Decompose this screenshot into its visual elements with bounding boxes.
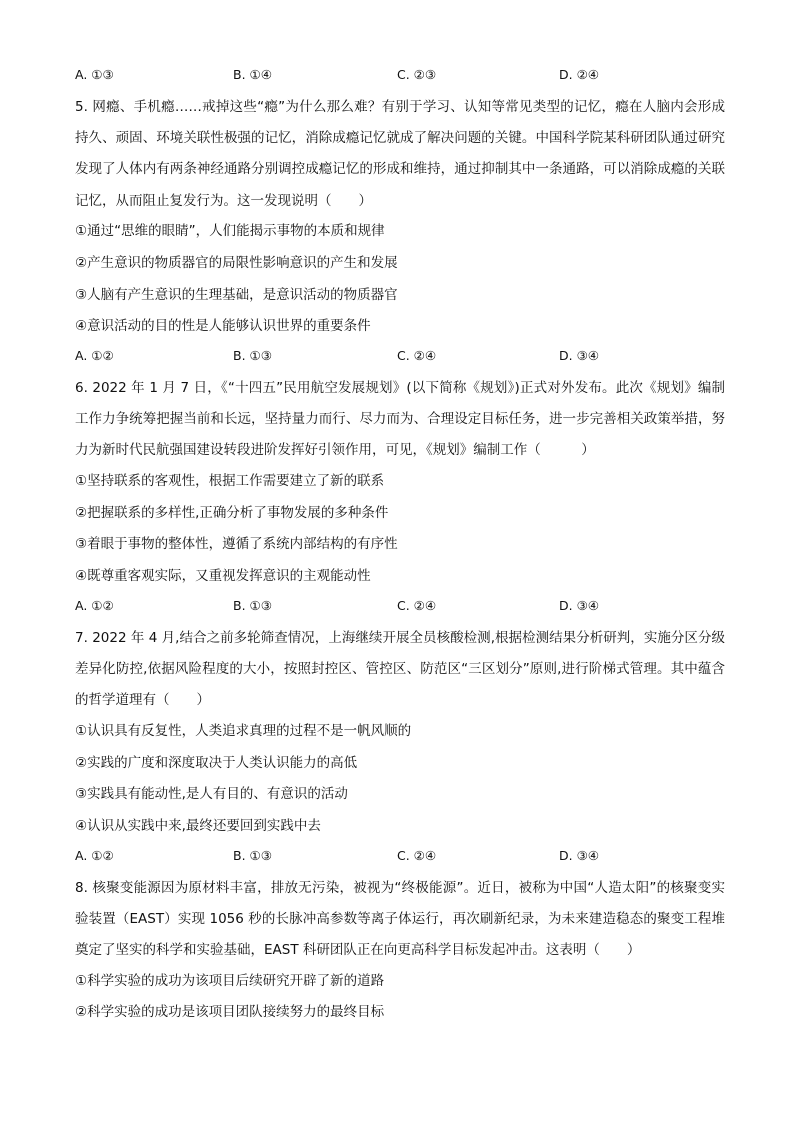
q7-option-b[interactable]: B. ①③ [233, 848, 272, 863]
q4-option-b[interactable]: B. ①④ [233, 67, 272, 82]
q8-statement-2: ②科学实验的成功是该项目团队接续努力的最终目标 [75, 1004, 385, 1020]
q7-statement-4: ④认识从实践中来,最终还要回到实践中去 [75, 818, 321, 834]
q5-statement-3: ③人脑有产生意识的生理基础，是意识活动的物质器官 [75, 287, 398, 303]
q6-statement-2: ②把握联系的多样性,正确分析了事物发展的多种条件 [75, 505, 389, 521]
q8-statement-1: ①科学实验的成功为该项目后续研究开辟了新的道路 [75, 973, 385, 989]
q5-stem: 5. 网瘾、手机瘾……戒掉这些“瘾”为什么那么难？有别于学习、认知等常见类型的记忆，瘾在人脑内会形成持久、顽固、环境关联性极强的记忆，消除成瘾记忆就成了解决问题的关键。中国科学院某科研团队通过研究发现了人体内有两条神经通路分别调控成瘾记忆的形成和维持，通过抑制其中一条通路，可以消除成瘾的关联记忆，从而阻止复发行为。这一发现说明（ ） [75, 99, 725, 209]
q6-option-b[interactable]: B. ①③ [233, 598, 272, 613]
q7-statement-1: ①认识具有反复性，人类追求真理的过程不是一帆风顺的 [75, 723, 412, 739]
q7-options [75, 845, 735, 867]
q5-options [75, 345, 735, 367]
q6-statement-3: ③着眼于事物的整体性，遵循了系统内部结构的有序性 [75, 536, 398, 552]
q6-options [75, 595, 735, 617]
q6-option-d[interactable]: D. ③④ [559, 598, 599, 613]
q5-statement-1: ①通过“思维的眼睛”，人们能揭示事物的本质和规律 [75, 223, 385, 239]
q6-statement-1: ①坚持联系的客观性，根据工作需要建立了新的联系 [75, 473, 385, 489]
q6-stem: 6. 2022 年 1 月 7 日，《“十四五”民用航空发展规划》(以下简称《规划》)正式对外发布。此次《规划》编制工作力争统筹把握当前和长远，坚持量力而行、尽力而为、合理设定目标任务，进一步完善相关政策举措，努力为新时代民航强国建设转段进阶发挥好引领作用，可见，《规划》编制工作（ ） [75, 380, 725, 459]
q8-stem: 8. 核聚变能源因为原材料丰富，排放无污染，被视为“终极能源”。近日，被称为中国“人造太阳”的核聚变实验装置（EAST）实现 1056 秒的长脉冲高参数等离子体运行，再次刷新纪录，为未来建造稳态的聚变工程堆奠定了坚实的科学和实验基础，EAST 科研团队正在向更高科学目标发起冲击。这表明（ ） [75, 880, 725, 959]
q5-statement-4: ④意识活动的目的性是人能够认识世界的重要条件 [75, 318, 371, 334]
q7-option-c[interactable]: C. ②④ [397, 848, 437, 863]
q7-option-a[interactable]: A. ①② [75, 848, 114, 863]
q6-statement-4: ④既尊重客观实际，又重视发挥意识的主观能动性 [75, 568, 371, 584]
q7-statement-2: ②实践的广度和深度取决于人类认识能力的高低 [75, 755, 358, 771]
q6-option-c[interactable]: C. ②④ [397, 598, 437, 613]
q7-option-d[interactable]: D. ③④ [559, 848, 599, 863]
q5-option-a[interactable]: A. ①② [75, 348, 114, 363]
q6-option-a[interactable]: A. ①② [75, 598, 114, 613]
q5-option-c[interactable]: C. ②④ [397, 348, 437, 363]
q5-option-d[interactable]: D. ③④ [559, 348, 599, 363]
q4-option-c[interactable]: C. ②③ [397, 67, 437, 82]
q7-statement-3: ③实践具有能动性,是人有目的、有意识的活动 [75, 786, 348, 802]
q5-option-b[interactable]: B. ①③ [233, 348, 272, 363]
q5-statement-2: ②产生意识的物质器官的局限性影响意识的产生和发展 [75, 255, 398, 271]
q7-stem: 7. 2022 年 4 月,结合之前多轮筛查情况，上海继续开展全员核酸检测,根据检测结果分析研判，实施分区分级差异化防控,依据风险程度的大小，按照封控区、管控区、防范区“三区划分”原则,进行阶梯式管理。其中蕴含的哲学道理有（ ） [75, 630, 725, 709]
q4-option-d[interactable]: D. ②④ [559, 67, 599, 82]
q4-option-a[interactable]: A. ①③ [75, 67, 114, 82]
q4-options [75, 64, 735, 86]
